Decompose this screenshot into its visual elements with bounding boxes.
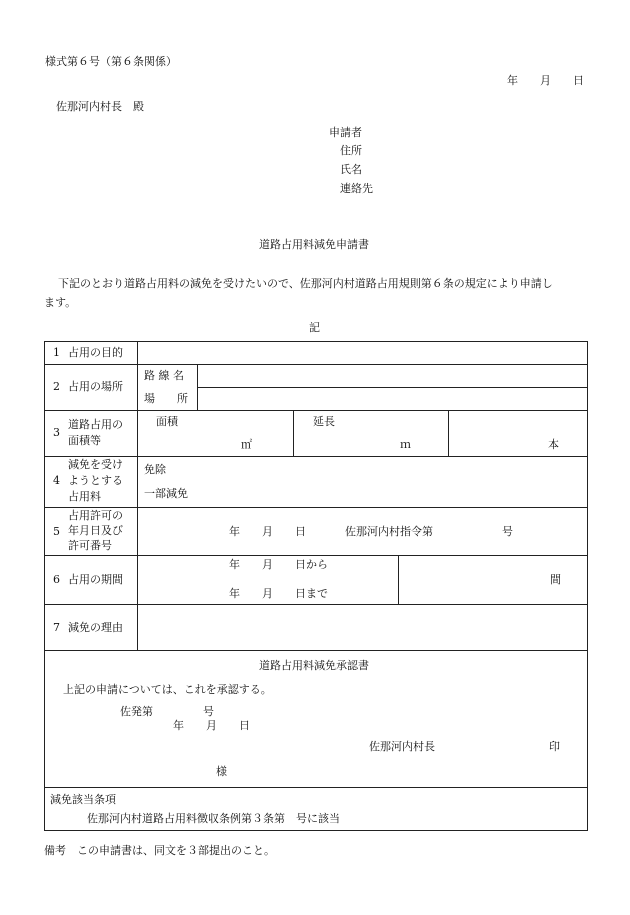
area-unit: ㎡ <box>241 438 252 451</box>
option-exemption[interactable]: 免除 <box>144 463 166 476</box>
count-unit: 本 <box>548 438 559 451</box>
route-name-label: 路 線 名 <box>144 369 184 382</box>
body-text-line1: 下記のとおり道路占用料の減免を受けたいので、佐那河内村道路占用規則第６条の規定により申請し <box>58 277 553 290</box>
row2-label: 占用の場所 <box>68 380 123 393</box>
length-unit: ｍ <box>400 438 411 451</box>
row6-number: 6 <box>53 573 60 586</box>
approval-issue-suffix: 号 <box>203 705 214 718</box>
row5-label-line3: 許可番号 <box>68 539 112 552</box>
row4-number: 4 <box>53 474 60 487</box>
place-label: 場 所 <box>144 392 188 405</box>
row5-label-line2: 年月日及び <box>68 524 123 537</box>
row6-label: 占用の期間 <box>68 573 123 586</box>
body-text-line2: ます。 <box>44 296 77 309</box>
exemption-text: 佐那河内村道路占用料徴収条例第３条第 号に該当 <box>87 812 340 825</box>
applicant-label: 申請者 <box>329 126 362 139</box>
approval-title: 道路占用料減免承認書 <box>259 659 369 672</box>
approval-text: 上記の申請については、これを承認する。 <box>63 683 272 696</box>
area-label: 面積 <box>156 415 178 428</box>
row3-label-line2: 面積等 <box>68 434 101 447</box>
row1-label: 占用の目的 <box>68 346 123 359</box>
application-table <box>44 341 588 831</box>
approval-sama: 様 <box>216 765 227 778</box>
row2-number: 2 <box>53 380 60 393</box>
row4-label-line3: 占用料 <box>68 490 101 503</box>
reason-field[interactable] <box>138 605 586 649</box>
name-label: 氏名 <box>340 163 362 176</box>
approval-mayor: 佐那河内村長 <box>369 740 435 753</box>
approval-date: 年 月 日 <box>173 719 250 732</box>
contact-label: 連絡先 <box>340 182 373 195</box>
remarks: 備考 この申請書は、同文を３部提出のこと。 <box>44 844 275 857</box>
addressee: 佐那河内村長 殿 <box>56 100 144 113</box>
form-number: 様式第６号（第６条関係） <box>45 55 177 68</box>
period-duration-unit: 間 <box>550 573 561 586</box>
place-field[interactable] <box>198 388 586 409</box>
approval-issue-prefix: 佐発第 <box>120 705 153 718</box>
period-to: 年 月 日まで <box>229 587 328 600</box>
row5-label-line1: 占用許可の <box>68 509 123 522</box>
row3-label-line1: 道路占用の <box>68 418 123 431</box>
row3-number: 3 <box>53 426 60 439</box>
document-title: 道路占用料減免申請書 <box>259 238 369 251</box>
row7-number: 7 <box>53 621 60 634</box>
submission-date: 年 月 日 <box>507 74 584 87</box>
row7-label: 減免の理由 <box>68 621 123 634</box>
period-from: 年 月 日から <box>229 558 328 571</box>
order-number-prefix: 佐那河内村指令第 <box>345 525 433 538</box>
row5-number: 5 <box>53 525 60 538</box>
address-label: 住所 <box>340 144 362 157</box>
order-number-suffix: 号 <box>502 525 513 538</box>
exemption-title: 減免該当条項 <box>50 793 116 806</box>
approval-seal: 印 <box>549 740 560 753</box>
length-label: 延長 <box>313 415 335 428</box>
row1-number: 1 <box>53 346 60 359</box>
purpose-field[interactable] <box>138 343 586 363</box>
route-name-field[interactable] <box>198 365 586 386</box>
row4-label-line1: 減免を受け <box>68 458 123 471</box>
option-partial-reduction[interactable]: 一部減免 <box>144 487 188 500</box>
ki-label: 記 <box>309 321 320 334</box>
permit-date: 年 月 日 <box>229 525 306 538</box>
row4-label-line2: ようとする <box>68 474 123 487</box>
